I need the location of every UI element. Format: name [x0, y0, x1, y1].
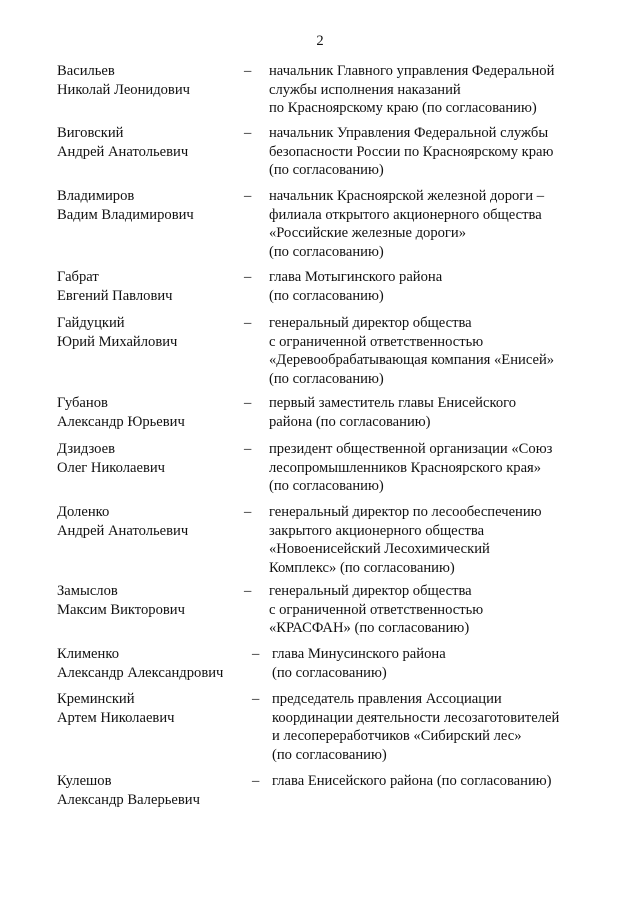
position-line: «Деревообрабатывающая компания «Енисей» [269, 352, 555, 369]
given-names: Евгений Павлович [57, 287, 173, 304]
person-name [57, 440, 242, 477]
position-line: (по согласованию) [269, 287, 384, 304]
position-line: (по согласованию) [269, 243, 384, 260]
given-names: Андрей Анатольевич [57, 143, 189, 160]
position-line: безопасности России по Красноярскому краю [269, 143, 554, 160]
position-line: «Российские железные дороги» [269, 225, 467, 242]
position-line: «КРАСФАН» (по согласованию) [269, 620, 470, 637]
position-line: начальник Красноярской железной дороги – [269, 188, 545, 204]
dash-separator: – [252, 691, 260, 707]
given-names: Артем Николаевич [57, 709, 175, 726]
dash-separator: – [244, 125, 252, 141]
person-name [57, 582, 242, 619]
surname: Замыслов [57, 583, 118, 599]
given-names: Олег Николаевич [57, 459, 166, 476]
dash-separator: – [244, 441, 252, 457]
position-line: генеральный директор общества [269, 583, 472, 599]
position-line: лесопромышленников Красноярского края» [269, 459, 542, 476]
position-line: координации деятельности лесозаготовителей [272, 709, 560, 726]
position-text [269, 268, 589, 305]
position-line: генеральный директор общества [269, 315, 472, 331]
surname: Владимиров [57, 188, 135, 204]
dash-separator: – [244, 583, 252, 599]
position-line: глава Енисейского района (по согласованию) [272, 773, 552, 789]
position-line: с ограниченной ответственностью [269, 333, 484, 350]
position-line: «Новоенисейский Лесохимический [269, 541, 490, 558]
dash-separator: – [244, 188, 252, 204]
given-names: Александр Юрьевич [57, 413, 185, 430]
position-line: службы исполнения наказаний [269, 81, 461, 98]
person-name [57, 690, 242, 727]
dash-separator: – [244, 63, 252, 79]
given-names: Максим Викторович [57, 601, 185, 618]
person-name [57, 314, 242, 351]
position-line: начальник Управления Федеральной службы [269, 125, 549, 141]
position-text [272, 772, 592, 791]
dash-separator: – [252, 773, 260, 789]
surname: Кулешов [57, 773, 112, 789]
person-name [57, 62, 242, 99]
position-text [269, 582, 589, 638]
position-text [269, 314, 589, 388]
position-line: (по согласованию) [269, 370, 384, 387]
position-line: глава Мотыгинского района [269, 269, 443, 285]
given-names: Александр Валерьевич [57, 791, 200, 808]
surname: Васильев [57, 63, 115, 79]
position-line: района (по согласованию) [269, 413, 431, 430]
position-text [269, 124, 589, 180]
surname: Дзидзоев [57, 441, 116, 457]
position-text [269, 62, 589, 118]
position-text [269, 187, 589, 261]
position-line: (по согласованию) [269, 162, 384, 179]
person-name [57, 645, 242, 682]
given-names: Александр Александрович [57, 664, 224, 681]
position-text [269, 503, 589, 577]
page-number: 2 [316, 33, 324, 49]
dash-separator: – [252, 646, 260, 662]
position-line: первый заместитель главы Енисейского [269, 395, 517, 411]
dash-separator: – [244, 315, 252, 331]
given-names: Николай Леонидович [57, 81, 190, 98]
position-line: (по согласованию) [272, 746, 387, 763]
position-text [269, 394, 589, 431]
given-names: Вадим Владимирович [57, 206, 194, 223]
given-names: Андрей Анатольевич [57, 522, 189, 539]
given-names: Юрий Михайлович [57, 333, 178, 350]
person-name [57, 772, 242, 809]
position-line: Комплекс» (по согласованию) [269, 559, 455, 576]
surname: Креминский [57, 691, 135, 707]
surname: Доленко [57, 504, 110, 520]
position-line: глава Минусинского района [272, 646, 446, 662]
person-name [57, 268, 242, 305]
position-line: по Красноярскому краю (по согласованию) [269, 100, 537, 117]
position-line: президент общественной организации «Союз [269, 441, 553, 457]
surname: Губанов [57, 395, 108, 411]
position-line: начальник Главного управления Федеральной [269, 63, 555, 79]
position-line: председатель правления Ассоциации [272, 691, 502, 707]
dash-separator: – [244, 395, 252, 411]
position-line: закрытого акционерного общества [269, 522, 485, 539]
position-line: и лесопереработчиков «Сибирский лес» [272, 728, 522, 745]
surname: Гайдуцкий [57, 315, 125, 331]
position-line: генеральный директор по лесообеспечению [269, 504, 542, 520]
surname: Габрат [57, 269, 99, 285]
surname: Виговский [57, 125, 124, 141]
position-text [272, 690, 592, 764]
position-text [269, 440, 589, 496]
person-name [57, 124, 242, 161]
position-line: с ограниченной ответственностью [269, 601, 484, 618]
person-name [57, 187, 242, 224]
person-name [57, 503, 242, 540]
person-name [57, 394, 242, 431]
surname: Клименко [57, 646, 119, 662]
position-line: филиала открытого акционерного общества [269, 206, 542, 223]
position-line: (по согласованию) [272, 664, 387, 681]
dash-separator: – [244, 269, 252, 285]
position-text [272, 645, 592, 682]
dash-separator: – [244, 504, 252, 520]
position-line: (по согласованию) [269, 478, 384, 495]
